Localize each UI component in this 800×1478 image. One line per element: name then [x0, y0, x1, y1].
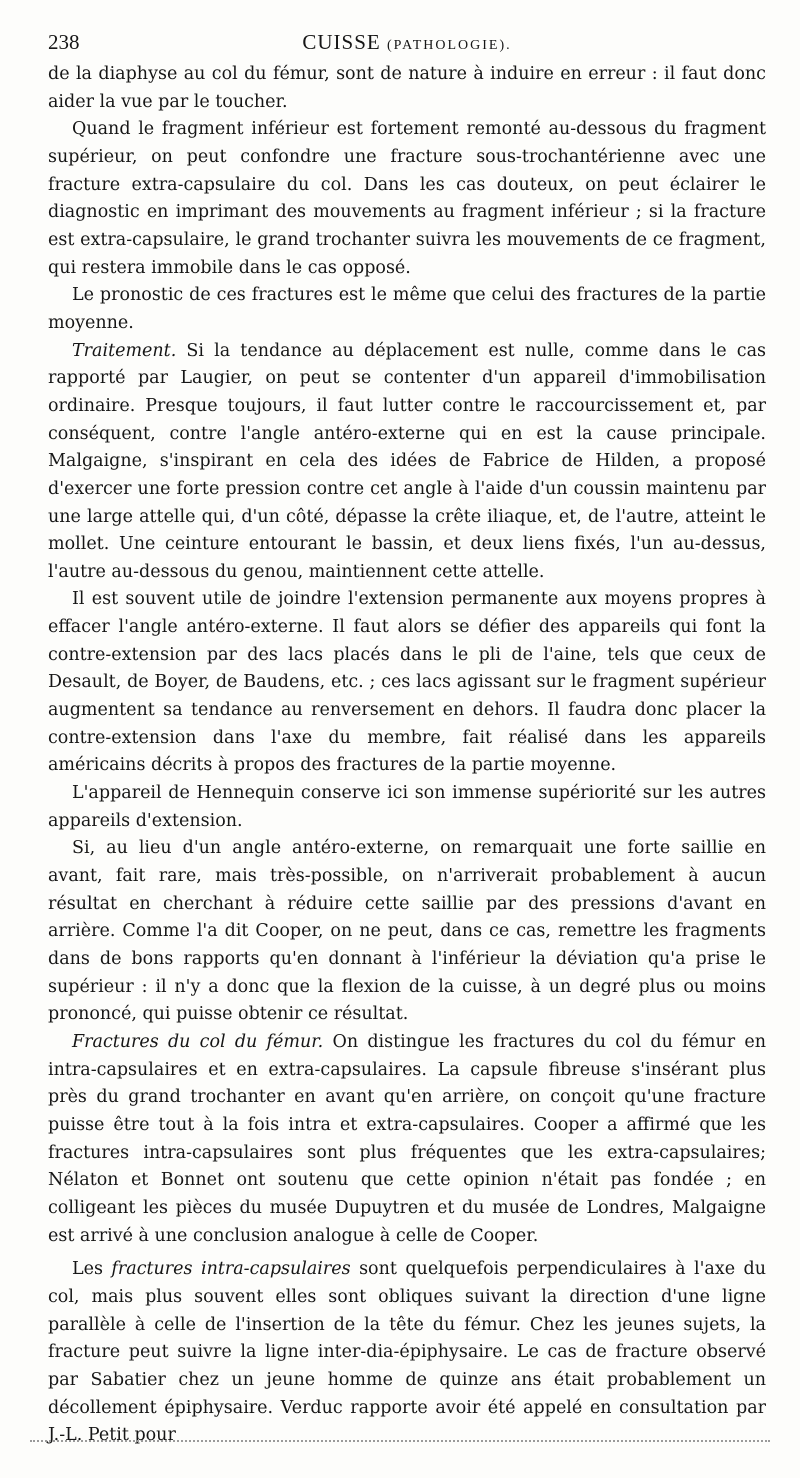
text-run: de la diaphyse au col du fémur, sont de nature à induire en erreur : il faut donc aider la vue par le toucher. — [48, 64, 766, 112]
paragraph — [48, 282, 766, 337]
text-run: Il est souvent utile de joindre l'extension permanente aux moyens propres à effacer l'angle antéro-externe. Il faut alors se défier des appareils qui font la contre-extension par des lacs placés dans le pli de l'aine, tels que ceux de Desault, de Boyer, de Baudens, etc. ; ces lacs agissant sur le fragment supérieur augmentent sa tendance au renversement en dehors. Il faudra donc placer la contre-extension dans l'axe du membre, fait réalisé dans les appareils américains décrits à propos des fractures de la partie moyenne. — [48, 589, 766, 776]
text-run: Si la tendance au déplacement est nulle, comme dans le cas rapporté par Laugier, on peut se contenter d'un appareil d'immobilisation ordinaire. Presque toujours, il faut lutter contre le raccourcissement et, par conséquent, contre l'angle antéro-externe qui en est la cause principale. Malgaigne, s'inspirant en cela des idées de Fabrice de Hilden, a proposé d'exercer une forte pression contre cet angle à l'aide d'un coussin maintenu par une large attelle qui, d'un côté, dépasse la crête iliaque, et, de l'autre, atteint le mollet. Une ceinture entourant le bassin, et deux liens fixés, l'un au-dessus, l'autre au-dessous du genou, maintiennent cette attelle. — [48, 340, 766, 582]
paragraph — [48, 780, 766, 835]
paragraph — [48, 835, 766, 1029]
paragraph — [48, 1256, 766, 1450]
running-header — [48, 30, 766, 56]
running-title — [48, 30, 766, 55]
text-run: On distingue les fractures du col du fémur en intra-capsulaires et en extra-capsulaires. La capsule fibreuse s'insérant plus près du grand trochanter en avant qu'en arrière, on conçoit qu'une fracture puisse être tout à la fois intra et extra-capsulaires. Cooper a affirmé que les fractures intra-capsulaires sont plus fréquentes que les extra-capsulaires; Nélaton et Bonnet ont soutenu que cette opinion n'était pas fondée ; en colligeant les pièces du musée Dupuytren et du musée de Londres, Malgaigne est arrivé à une conclusion analogue à celle de Cooper. — [48, 1031, 767, 1246]
text-run: L'appareil de Hennequin conserve ici son immense supériorité sur les autres appareils d'extension. — [48, 783, 766, 831]
text-run: Quand le fragment inférieur est fortement remonté au-dessous du fragment supérieur, on peut confondre une fracture sous-trochantérienne avec une fracture extra-capsulaire du col. Dans les cas douteux, on peut éclairer le diagnostic en imprimant des mouvements au fragment inférieur ; si la fracture est extra-capsulaire, le grand trochanter suivra les mouvements de ce fragment, qui restera immobile dans le cas opposé. — [48, 119, 766, 278]
italic-run: fractures intra-capsulaires — [111, 1259, 351, 1280]
running-title-main: CUISSE — [302, 30, 381, 54]
paragraph — [48, 586, 766, 780]
page-number: 238 — [48, 30, 80, 54]
text-run: sont quelquefois perpendiculaires à l'axe du col, mais plus souvent elles sont obliques suivant la direction d'une ligne parallèle à celle de l'insertion de la tête du fémur. Chez les jeunes sujets, la fracture peut suivre la ligne inter-dia-épiphysaire. Le cas de fracture observé par Sabatier chez un jeune homme de quinze ans était probablement un décollement épiphysaire. Verduc rapporte avoir été appelé en consultation par J.-L. Petit pour — [48, 1259, 766, 1446]
body-text — [48, 61, 766, 1450]
paragraph — [48, 338, 766, 587]
text-run: Le pronostic de ces fractures est le même que celui des fractures de la partie moyenne. — [48, 285, 766, 333]
italic-run: Fractures du col du fémur. — [72, 1031, 324, 1052]
paragraph — [48, 1029, 766, 1250]
paragraph — [48, 61, 766, 116]
text-run: Les — [72, 1259, 112, 1280]
text-run: Si, au lieu d'un angle antéro-externe, on remarquait une forte saillie en avant, fait rare, mais très-possible, on n'arriverait probablement à aucun résultat en cherchant à réduire cette saillie par des pressions d'avant en arrière. Comme l'a dit Cooper, on ne peut, dans ce cas, remettre les fragments dans de bons rapports qu'en donnant à l'inférieur la déviation qu'a prise le supérieur : il n'y a donc que la flexion de la cuisse, à un degré plus ou moins prononcé, qui puisse obtenir ce résultat. — [48, 838, 766, 1025]
paragraph — [48, 116, 766, 282]
italic-run: Traitement. — [72, 340, 177, 361]
running-title-sub: (PATHOLOGIE). — [386, 38, 512, 53]
bottom-dotted-rule — [30, 1440, 770, 1442]
